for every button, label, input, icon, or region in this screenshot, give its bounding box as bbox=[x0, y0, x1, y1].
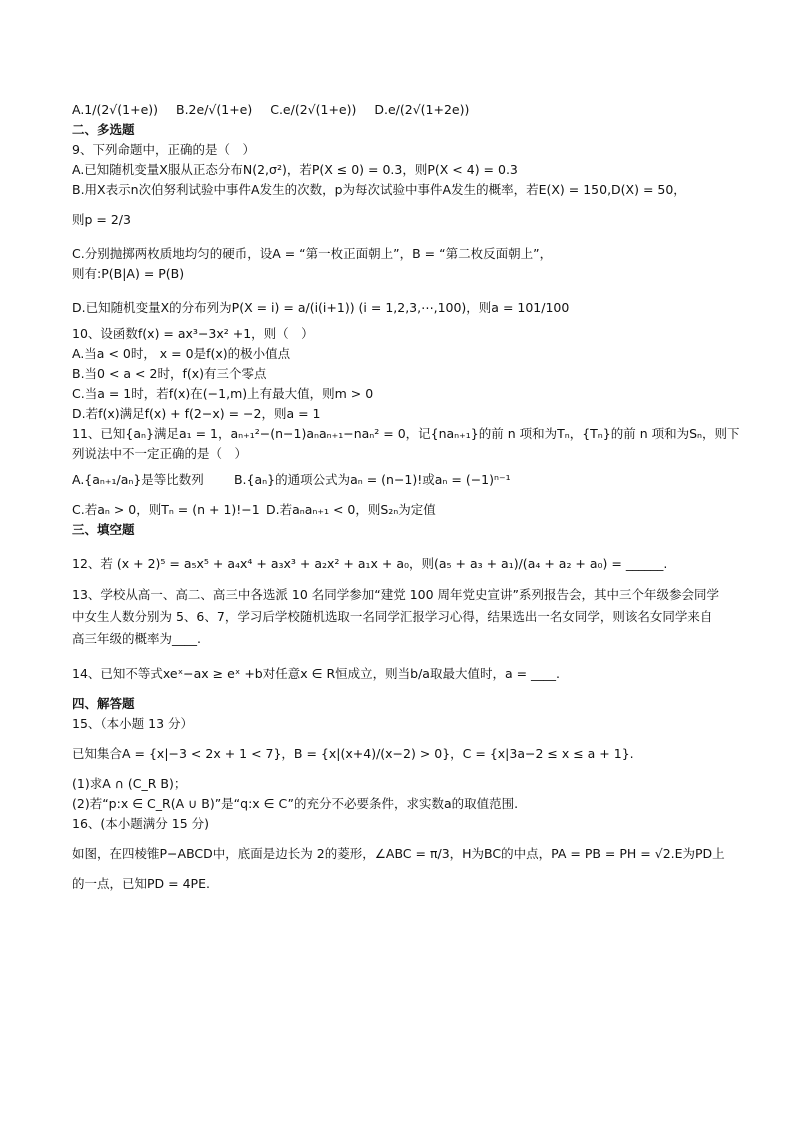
q9-stem: 9、下列命题中，正确的是（ ） bbox=[72, 142, 255, 157]
q9-option-b-line1: B.用X表示n次伯努利试验中事件A发生的次数，p为每次试验中事件A发生的概率，若E(X) = 150,D(X) = 50， bbox=[72, 182, 686, 197]
q16-line2: 的一点，已知PD = 4PE. bbox=[72, 876, 210, 891]
q8-options-row bbox=[72, 100, 722, 120]
q15-part1: (1)求A ∩ (C_R B)； bbox=[72, 776, 187, 791]
q15-heading: 15、（本小题 13 分） bbox=[72, 716, 194, 731]
q12: 12、若 (x + 2)⁵ = a₅x⁵ + a₄x⁴ + a₃x³ + a₂x² + a₁x + a₀，则(a₅ + a₃ + a₁)/(a₄ + a₂ + a₀) = ______. bbox=[72, 556, 668, 571]
section-4-heading: 四、解答题 bbox=[72, 696, 135, 711]
q9-option-d: D.已知随机变量X的分布列为P(X = i) = a/(i(i+1)) (i = 1,2,3,⋯,100)，则a = 101/100 bbox=[72, 300, 570, 315]
q9-option-c-line2: 则有:P(B|A) = P(B) bbox=[72, 266, 185, 281]
q10-option-d: D.若f(x)满足f(x) + f(2−x) = −2，则a = 1 bbox=[72, 406, 321, 421]
q11-options-cd bbox=[72, 500, 722, 520]
section-3-heading: 三、填空题 bbox=[72, 522, 135, 537]
q16-heading: 16、(本小题满分 15 分) bbox=[72, 816, 210, 831]
q8-option-c: C.e/(2√(1+e)) bbox=[270, 102, 357, 117]
q16-line1: 如图，在四棱锥P−ABCD中，底面是边长为 2的菱形，∠ABC = π/3，H为BC的中点，PA = PB = PH = √2.E为PD上 bbox=[72, 846, 725, 861]
section-2-heading: 二、多选题 bbox=[72, 122, 135, 137]
q9-option-c-line1: C.分别抛掷两枚质地均匀的硬币，设A = “第一枚正面朝上”，B = “第二枚反面朝上”， bbox=[72, 246, 553, 261]
q8-option-d: D.e/(2√(1+2e)) bbox=[374, 102, 470, 117]
q15-part2: (2)若“p:x ∈ C_R(A ∪ B)”是“q:x ∈ C”的充分不必要条件，求实数a的取值范围. bbox=[72, 796, 519, 811]
q14: 14、已知不等式xeˣ−ax ≥ eˣ +b对任意x ∈ R恒成立，则当b/a取最大值时，a = ____. bbox=[72, 666, 561, 681]
q10-option-a: A.当a < 0时， x = 0是f(x)的极小值点 bbox=[72, 346, 291, 361]
q13: 13、学校从高一、高二、高三中各选派 10 名同学参加“建党 100 周年党史宣讲”系列报告会，其中三个年级参会同学中女生人数分别为 5、6、7，学习后学校随机选取一名同学汇报学习心得，结果选出一名女同学，则该名女同学来自高三年级的概率为____. bbox=[72, 587, 720, 646]
q8-option-b: B.2e/√(1+e) bbox=[176, 102, 253, 117]
q10-option-b: B.当0 < a < 2时，f(x)有三个零点 bbox=[72, 366, 267, 381]
q11-stem-line1: 11、已知{aₙ}满足a₁ = 1，aₙ₊₁²−(n−1)aₙaₙ₊₁−naₙ² = 0，记{naₙ₊₁}的前 n 项和为Tₙ，{Tₙ}的前 n 项和为Sₙ，则下 bbox=[72, 426, 740, 441]
q8-option-a: A.1/(2√(1+e)) bbox=[72, 102, 159, 117]
q10-stem: 10、设函数f(x) = ax³−3x² +1，则（ ） bbox=[72, 326, 314, 341]
document-page bbox=[72, 100, 740, 894]
q9-option-a: A.已知随机变量X服从正态分布N(2,σ²)，若P(X ≤ 0) = 0.3，则P(X < 4) = 0.3 bbox=[72, 162, 518, 177]
q10-option-c: C.当a = 1时，若f(x)在(−1,m)上有最大值，则m > 0 bbox=[72, 386, 374, 401]
q11-options-ab bbox=[72, 470, 722, 490]
q9-option-b-line2: 则p = 2/3 bbox=[72, 212, 131, 227]
q15-given: 已知集合A = {x|−3 < 2x + 1 < 7}，B = {x|(x+4)/(x−2) > 0}，C = {x|3a−2 ≤ x ≤ a + 1}. bbox=[72, 746, 634, 761]
q11-option-d: D.若aₙaₙ₊₁ < 0，则S₂ₙ为定值 bbox=[265, 502, 436, 517]
q11-option-a: A.{aₙ₊₁/aₙ}是等比数列 bbox=[72, 472, 204, 487]
q11-option-b: B.{aₙ}的通项公式为aₙ = (n−1)!或aₙ = (−1)ⁿ⁻¹ bbox=[233, 472, 511, 487]
q11-option-c: C.若aₙ > 0，则Tₙ = (n + 1)!−1 bbox=[72, 502, 260, 517]
q11-stem-line2: 列说法中不一定正确的是（ ） bbox=[72, 446, 248, 461]
